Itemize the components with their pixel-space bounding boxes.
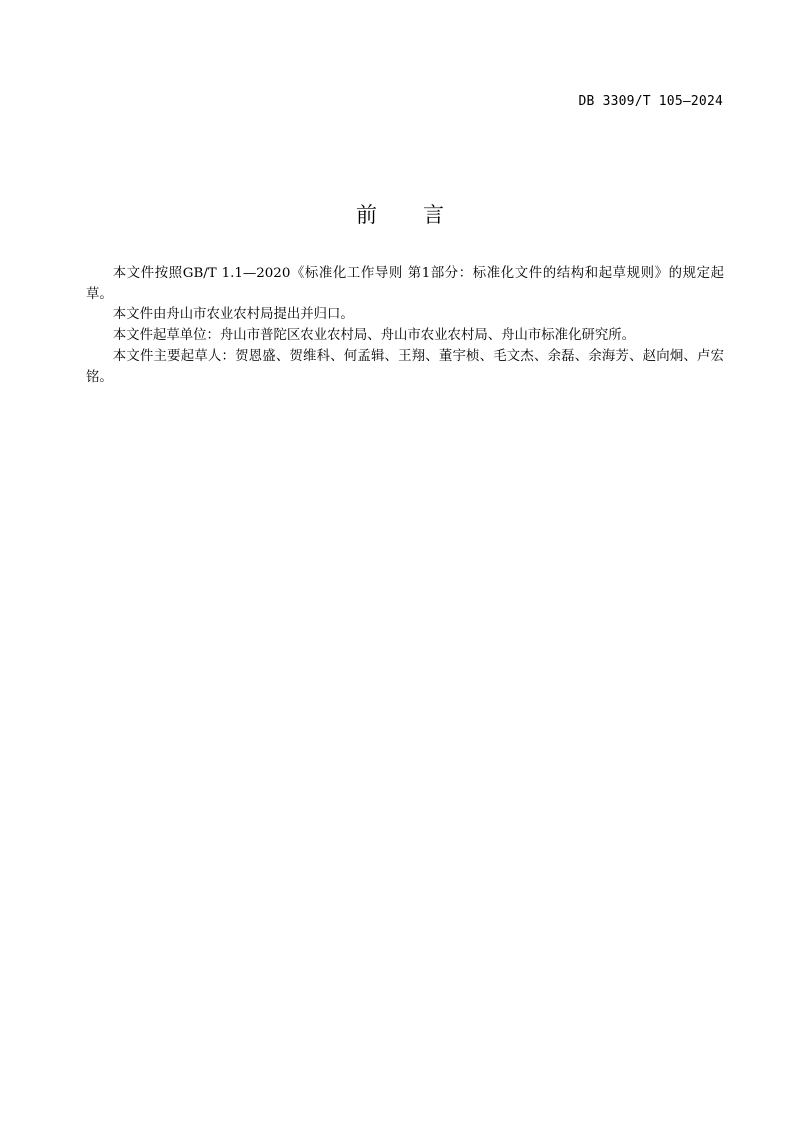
paragraph-drafters: 本文件主要起草人：贺恩盛、贺维科、何孟辑、王翔、董宇桢、毛文杰、余磊、余海芳、赵向炯、卢宏铭。: [86, 348, 724, 385]
paragraph-drafting-units: 本文件起草单位：舟山市普陀区农业农村局、舟山市农业农村局、舟山市标准化研究所。: [112, 328, 636, 344]
page-title: 前言: [356, 203, 490, 227]
paragraph-proposer: 本文件由舟山市农业农村局提出并归口。: [112, 307, 354, 323]
paragraph-drafting-rules: 本文件按照GB/T 1.1—2020《标准化工作导则 第1部分：标准化文件的结构和起草规则》的规定起草。: [86, 266, 724, 302]
document-code: DB 3309/T 105—2024: [578, 94, 723, 109]
foreword-body: [86, 264, 724, 388]
